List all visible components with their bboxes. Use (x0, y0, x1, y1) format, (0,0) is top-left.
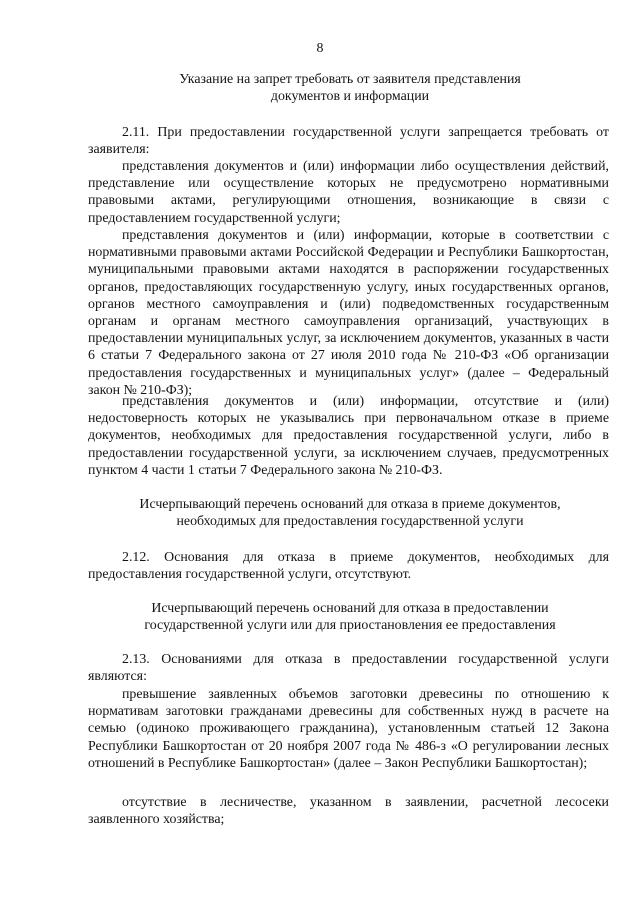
heading-line: документов и информации (270, 89, 430, 105)
heading-line: Указание на запрет требовать от заявителя представления (179, 72, 521, 87)
page-number: 8 (316, 41, 324, 56)
heading-line: Исчерпывающий перечень оснований для отказа в предоставлении (151, 601, 549, 616)
section-heading-refusal-acceptance (90, 496, 610, 530)
section-heading-prohibition (90, 71, 610, 105)
paragraph-2-11: 2.11. При предоставлении государственной услуги запрещается требовать от заявителя: (88, 125, 609, 158)
paragraph-refusal-item-1: превышение заявленных объемов заготовки древесины по отношению к нормативам заготовки гражданами древесины для собственных нужд в расчете на семью (одиноко проживающего гражданина), установленным статьей 12 Закона Республики Башкортостан от 20 ноября 2007 года № 486-з «О регулировании лесных отношений в Республике Башкортостан» (далее – Закон Республики Башкортостан); (88, 687, 609, 771)
paragraph-refusal-item-2: отсутствие в лесничестве, указанном в заявлении, расчетной лесосеки заявленного хозяйства; (88, 795, 609, 828)
paragraph-prohibition-item-2: представления документов и (или) информации, которые в соответствии с нормативными правовыми актами Российской Федерации и Республики Башкортостан, муниципальными правовыми актами находятся в распоряжении государственных органов, предоставляющих государственную услугу, иных государственных органов, органов местного самоуправления и (или) подведомственных государственным органам и органам местного самоуправления организаций, участвующих в предоставлении муниципальных услуг, за исключением документов, указанных в части 6 статьи 7 Федерального закона от 27 июля 2010 года № 210-ФЗ «Об организации предоставления государственных и муниципальных услуг» (далее – Федеральный закон № 210-ФЗ); (88, 228, 609, 398)
paragraph-2-13: 2.13. Основаниями для отказа в предоставлении государственной услуги являются: (88, 652, 609, 685)
heading-line: Исчерпывающий перечень оснований для отказа в приеме документов, (139, 497, 561, 512)
heading-line: необходимых для предоставления государственной услуги (176, 514, 524, 530)
paragraph-prohibition-item-3: представления документов и (или) информации, отсутствие и (или) недостоверность которых не указывались при первоначальном отказе в приеме документов, необходимых для предоставления государственной услуги, либо в предоставлении государственной услуги, за исключением случаев, предусмотренных пунктом 4 части 1 статьи 7 Федерального закона № 210-ФЗ. (88, 394, 609, 478)
paragraph-2-12: 2.12. Основания для отказа в приеме документов, необходимых для предоставления государственной услуги, отсутствуют. (88, 550, 609, 583)
heading-line: государственной услуги или для приостановления ее предоставления (144, 618, 556, 634)
paragraph-prohibition-item-1: представления документов и (или) информации либо осуществления действий, представление или осуществление которых не предусмотрено нормативными правовыми актами, регулирующими отношения, возникающие в связи с предоставлением государственной услуги; (88, 159, 609, 226)
section-heading-refusal-service (90, 600, 610, 634)
